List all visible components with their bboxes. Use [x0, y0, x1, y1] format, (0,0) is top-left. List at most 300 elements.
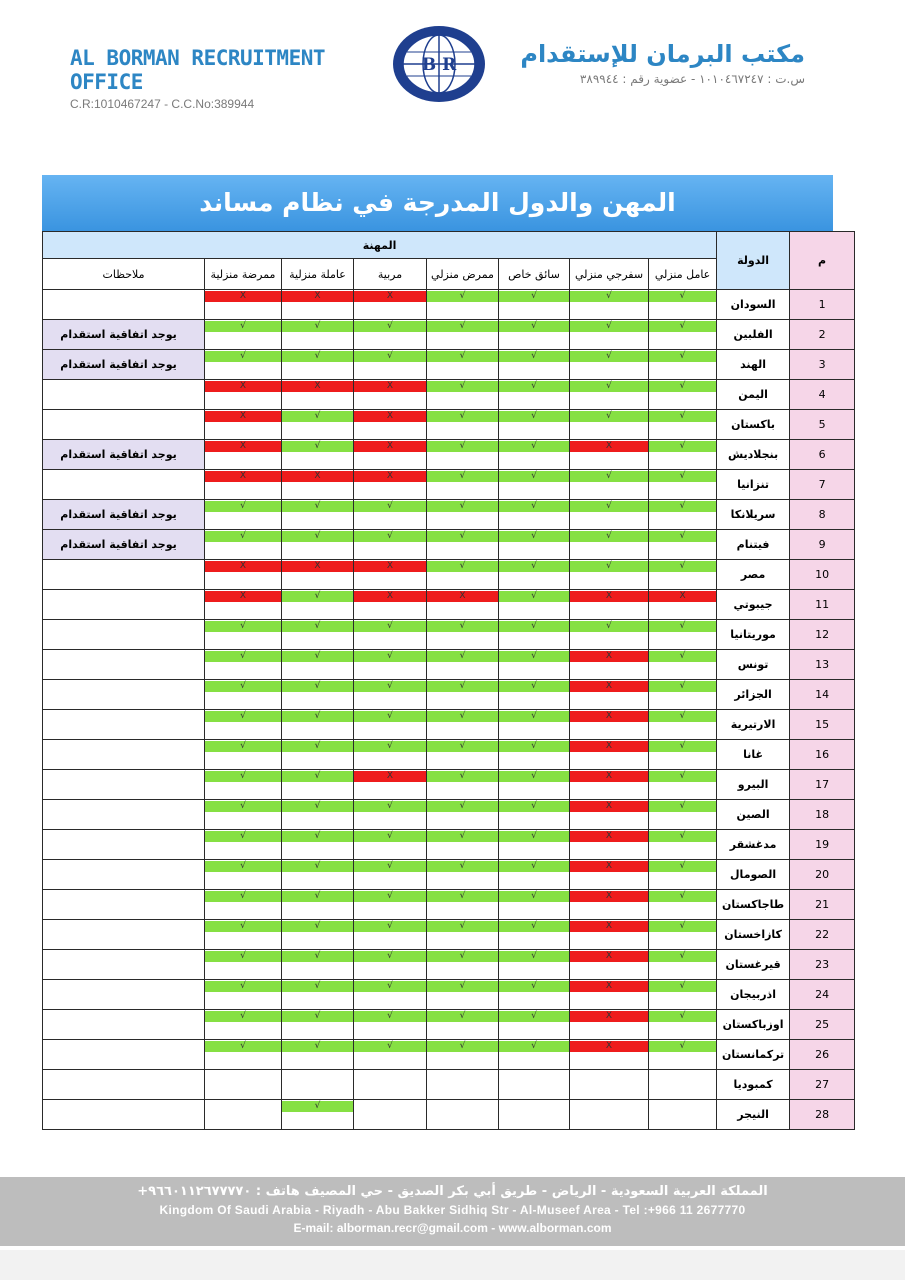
row-number: 9 — [790, 530, 855, 560]
country-name: الارتيرية — [717, 710, 790, 740]
status-cell — [427, 470, 499, 500]
status-cell — [354, 530, 427, 560]
check-mark: √ — [649, 531, 716, 542]
status-cell — [205, 1040, 282, 1070]
table-row — [43, 290, 855, 320]
check-mark: √ — [427, 351, 498, 362]
check-mark: √ — [427, 801, 498, 812]
check-mark: √ — [205, 501, 281, 512]
status-cell — [499, 350, 570, 380]
country-name: اليمن — [717, 380, 790, 410]
row-number: 21 — [790, 890, 855, 920]
status-cell — [499, 1040, 570, 1070]
row-number: 7 — [790, 470, 855, 500]
note-cell — [43, 1010, 205, 1040]
status-cell — [499, 710, 570, 740]
cross-mark: X — [570, 801, 648, 812]
check-mark: √ — [570, 471, 648, 482]
check-mark: √ — [205, 711, 281, 722]
check-mark: √ — [649, 771, 716, 782]
check-mark: √ — [649, 861, 716, 872]
row-number: 3 — [790, 350, 855, 380]
check-mark: √ — [499, 591, 569, 602]
row-number: 23 — [790, 950, 855, 980]
occupations-table — [42, 231, 855, 1130]
note-cell: يوجد اتفاقية استقدام — [43, 320, 205, 350]
check-mark: √ — [354, 681, 426, 692]
check-mark: √ — [282, 711, 353, 722]
check-mark: √ — [354, 1041, 426, 1052]
status-cell — [282, 410, 354, 440]
table-row — [43, 980, 855, 1010]
status-cell — [499, 530, 570, 560]
status-cell — [570, 620, 649, 650]
check-mark: √ — [427, 561, 498, 572]
status-cell — [649, 380, 717, 410]
check-mark: √ — [205, 861, 281, 872]
status-cell — [282, 710, 354, 740]
status-cell — [205, 620, 282, 650]
check-mark: √ — [282, 531, 353, 542]
note-cell — [43, 830, 205, 860]
table-row — [43, 1100, 855, 1130]
note-cell — [43, 560, 205, 590]
country-name: باكستان — [717, 410, 790, 440]
note-cell — [43, 620, 205, 650]
cross-mark: X — [570, 921, 648, 932]
status-cell — [354, 560, 427, 590]
status-cell — [354, 800, 427, 830]
status-cell — [427, 860, 499, 890]
status-cell — [649, 740, 717, 770]
status-cell — [570, 710, 649, 740]
status-cell — [354, 770, 427, 800]
check-mark: √ — [354, 351, 426, 362]
row-number: 17 — [790, 770, 855, 800]
check-mark: √ — [499, 951, 569, 962]
row-number: 11 — [790, 590, 855, 620]
status-cell — [570, 800, 649, 830]
status-cell — [354, 320, 427, 350]
note-cell — [43, 410, 205, 440]
status-cell — [570, 470, 649, 500]
status-cell — [570, 290, 649, 320]
check-mark: √ — [282, 1101, 353, 1112]
cross-mark: X — [205, 591, 281, 602]
row-number: 10 — [790, 560, 855, 590]
empty-mark — [649, 1101, 716, 1112]
status-cell — [205, 860, 282, 890]
status-cell — [427, 920, 499, 950]
status-cell — [282, 770, 354, 800]
check-mark: √ — [282, 621, 353, 632]
check-mark: √ — [354, 621, 426, 632]
check-mark: √ — [649, 951, 716, 962]
occupation-header: المهنة — [43, 232, 717, 259]
status-cell — [205, 1100, 282, 1130]
status-cell — [354, 440, 427, 470]
status-cell — [354, 1010, 427, 1040]
status-cell — [649, 590, 717, 620]
status-cell — [427, 890, 499, 920]
status-cell — [205, 980, 282, 1010]
number-header: م — [790, 232, 855, 290]
check-mark: √ — [649, 501, 716, 512]
status-cell — [499, 590, 570, 620]
status-cell — [354, 500, 427, 530]
cross-mark: X — [354, 381, 426, 392]
check-mark: √ — [205, 1011, 281, 1022]
check-mark: √ — [649, 801, 716, 812]
status-cell — [427, 590, 499, 620]
country-name: غانا — [717, 740, 790, 770]
status-cell — [282, 530, 354, 560]
check-mark: √ — [649, 921, 716, 932]
cross-mark: X — [570, 981, 648, 992]
row-number: 13 — [790, 650, 855, 680]
status-cell — [427, 1070, 499, 1100]
check-mark: √ — [427, 741, 498, 752]
status-cell — [354, 860, 427, 890]
check-mark: √ — [427, 951, 498, 962]
status-cell — [499, 650, 570, 680]
status-cell — [649, 320, 717, 350]
check-mark: √ — [649, 351, 716, 362]
check-mark: √ — [205, 981, 281, 992]
country-name: مدغشقر — [717, 830, 790, 860]
check-mark: √ — [427, 1041, 498, 1052]
check-mark: √ — [427, 441, 498, 452]
row-number: 5 — [790, 410, 855, 440]
status-cell — [649, 1070, 717, 1100]
check-mark: √ — [427, 771, 498, 782]
check-mark: √ — [427, 831, 498, 842]
status-cell — [649, 620, 717, 650]
country-name: البيرو — [717, 770, 790, 800]
status-cell — [282, 590, 354, 620]
footer — [0, 1177, 905, 1246]
status-cell — [427, 380, 499, 410]
check-mark: √ — [205, 1041, 281, 1052]
check-mark: √ — [205, 681, 281, 692]
cross-mark: X — [205, 441, 281, 452]
country-name: مصر — [717, 560, 790, 590]
status-cell — [570, 590, 649, 620]
table-row — [43, 320, 855, 350]
status-cell — [282, 1040, 354, 1070]
country-name: فيتنام — [717, 530, 790, 560]
table-row — [43, 1040, 855, 1070]
status-cell — [570, 680, 649, 710]
status-cell — [354, 290, 427, 320]
status-cell — [282, 290, 354, 320]
table-row — [43, 380, 855, 410]
status-cell — [282, 320, 354, 350]
cross-mark: X — [282, 291, 353, 302]
status-cell — [354, 380, 427, 410]
check-mark: √ — [427, 471, 498, 482]
country-name: تونس — [717, 650, 790, 680]
status-cell — [649, 470, 717, 500]
check-mark: √ — [427, 411, 498, 422]
status-cell — [427, 530, 499, 560]
status-cell — [282, 650, 354, 680]
status-cell — [649, 770, 717, 800]
status-cell — [570, 830, 649, 860]
status-cell — [205, 650, 282, 680]
status-cell — [499, 500, 570, 530]
status-cell — [427, 770, 499, 800]
english-header — [70, 46, 370, 111]
status-cell — [570, 500, 649, 530]
row-number: 18 — [790, 800, 855, 830]
row-number: 28 — [790, 1100, 855, 1130]
row-number: 22 — [790, 920, 855, 950]
check-mark: √ — [205, 531, 281, 542]
column-header: عاملة منزلية — [282, 259, 354, 290]
status-cell — [205, 350, 282, 380]
cross-mark: X — [205, 411, 281, 422]
cross-mark: X — [570, 651, 648, 662]
note-cell — [43, 770, 205, 800]
status-cell — [205, 950, 282, 980]
status-cell — [354, 1040, 427, 1070]
check-mark: √ — [499, 891, 569, 902]
check-mark: √ — [354, 921, 426, 932]
check-mark: √ — [499, 801, 569, 812]
status-cell — [354, 740, 427, 770]
check-mark: √ — [570, 621, 648, 632]
status-cell — [570, 890, 649, 920]
status-cell — [649, 980, 717, 1010]
status-cell — [649, 830, 717, 860]
cross-mark: X — [354, 591, 426, 602]
check-mark: √ — [570, 561, 648, 572]
empty-mark — [570, 1101, 648, 1112]
cross-mark: X — [354, 471, 426, 482]
status-cell — [649, 650, 717, 680]
status-cell — [205, 500, 282, 530]
check-mark: √ — [427, 711, 498, 722]
cross-mark: X — [282, 381, 353, 392]
status-cell — [499, 800, 570, 830]
status-cell — [205, 410, 282, 440]
status-cell — [205, 710, 282, 740]
check-mark: √ — [354, 801, 426, 812]
status-cell — [570, 530, 649, 560]
arabic-header — [505, 40, 805, 86]
column-header: ممرض منزلي — [427, 259, 499, 290]
check-mark: √ — [282, 501, 353, 512]
check-mark: √ — [282, 831, 353, 842]
check-mark: √ — [649, 711, 716, 722]
check-mark: √ — [205, 831, 281, 842]
note-cell: يوجد اتفاقية استقدام — [43, 500, 205, 530]
status-cell — [205, 470, 282, 500]
country-name: تركمانستان — [717, 1040, 790, 1070]
status-cell — [570, 920, 649, 950]
status-cell — [354, 1070, 427, 1100]
table-row — [43, 1070, 855, 1100]
note-cell — [43, 800, 205, 830]
status-cell — [205, 890, 282, 920]
cross-mark: X — [570, 771, 648, 782]
note-cell: يوجد اتفاقية استقدام — [43, 440, 205, 470]
check-mark: √ — [499, 321, 569, 332]
status-cell — [205, 770, 282, 800]
status-cell — [427, 680, 499, 710]
status-cell — [499, 950, 570, 980]
status-cell — [649, 800, 717, 830]
status-cell — [499, 290, 570, 320]
check-mark: √ — [570, 321, 648, 332]
status-cell — [649, 890, 717, 920]
status-cell — [570, 770, 649, 800]
table-row — [43, 800, 855, 830]
status-cell — [282, 620, 354, 650]
status-cell — [282, 1010, 354, 1040]
country-name: جيبوتي — [717, 590, 790, 620]
check-mark: √ — [499, 921, 569, 932]
arabic-title: مكتب البرمان للإستقدام — [520, 40, 805, 68]
note-cell: يوجد اتفاقية استقدام — [43, 530, 205, 560]
status-cell — [354, 590, 427, 620]
english-registration: C.R:1010467247 - C.C.No:389944 — [70, 97, 255, 111]
check-mark: √ — [499, 411, 569, 422]
country-name: موريتانيا — [717, 620, 790, 650]
cross-mark: X — [570, 1011, 648, 1022]
status-cell — [427, 560, 499, 590]
page-title: المهن والدول المدرجة في نظام مساند — [42, 175, 833, 231]
empty-mark — [354, 1101, 426, 1112]
status-cell — [570, 1040, 649, 1070]
status-cell — [499, 320, 570, 350]
check-mark: √ — [282, 891, 353, 902]
cross-mark: X — [570, 951, 648, 962]
check-mark: √ — [499, 1041, 569, 1052]
status-cell — [282, 1100, 354, 1130]
check-mark: √ — [570, 291, 648, 302]
cross-mark: X — [570, 441, 648, 452]
cross-mark: X — [205, 291, 281, 302]
check-mark: √ — [649, 291, 716, 302]
status-cell — [570, 410, 649, 440]
cross-mark: X — [570, 711, 648, 722]
note-cell — [43, 590, 205, 620]
status-cell — [354, 350, 427, 380]
status-cell — [427, 320, 499, 350]
status-cell — [282, 800, 354, 830]
status-cell — [570, 440, 649, 470]
table-row — [43, 350, 855, 380]
table-row — [43, 410, 855, 440]
check-mark: √ — [499, 651, 569, 662]
status-cell — [427, 410, 499, 440]
check-mark: √ — [282, 981, 353, 992]
check-mark: √ — [649, 891, 716, 902]
status-cell — [649, 920, 717, 950]
table-row — [43, 680, 855, 710]
check-mark: √ — [499, 981, 569, 992]
empty-mark — [649, 1071, 716, 1082]
status-cell — [427, 800, 499, 830]
check-mark: √ — [282, 921, 353, 932]
table-row — [43, 530, 855, 560]
status-cell — [282, 350, 354, 380]
row-number: 16 — [790, 740, 855, 770]
check-mark: √ — [499, 561, 569, 572]
cross-mark: X — [570, 681, 648, 692]
status-cell — [499, 470, 570, 500]
status-cell — [354, 830, 427, 860]
check-mark: √ — [649, 621, 716, 632]
country-name: كمبوديا — [717, 1070, 790, 1100]
table-row — [43, 650, 855, 680]
check-mark: √ — [427, 681, 498, 692]
english-title: AL BORMAN RECRUITMENT OFFICE — [70, 46, 326, 94]
check-mark: √ — [282, 771, 353, 782]
country-name: الصومال — [717, 860, 790, 890]
status-cell — [282, 380, 354, 410]
check-mark: √ — [205, 801, 281, 812]
status-cell — [205, 560, 282, 590]
status-cell — [354, 980, 427, 1010]
check-mark: √ — [570, 531, 648, 542]
status-cell — [570, 860, 649, 890]
cross-mark: X — [570, 591, 648, 602]
check-mark: √ — [427, 381, 498, 392]
check-mark: √ — [649, 981, 716, 992]
status-cell — [570, 1100, 649, 1130]
status-cell — [354, 710, 427, 740]
check-mark: √ — [499, 471, 569, 482]
status-cell — [499, 1100, 570, 1130]
status-cell — [649, 1100, 717, 1130]
check-mark: √ — [427, 501, 498, 512]
table-row — [43, 620, 855, 650]
check-mark: √ — [282, 861, 353, 872]
status-cell — [205, 740, 282, 770]
status-cell — [205, 680, 282, 710]
note-cell — [43, 650, 205, 680]
check-mark: √ — [282, 321, 353, 332]
status-cell — [649, 500, 717, 530]
row-number: 1 — [790, 290, 855, 320]
check-mark: √ — [282, 411, 353, 422]
note-cell — [43, 980, 205, 1010]
status-cell — [649, 950, 717, 980]
bottom-strip — [0, 1250, 905, 1280]
status-cell — [205, 440, 282, 470]
check-mark: √ — [205, 621, 281, 632]
status-cell — [570, 560, 649, 590]
status-cell — [649, 1040, 717, 1070]
status-cell — [354, 920, 427, 950]
check-mark: √ — [649, 441, 716, 452]
empty-mark — [499, 1101, 569, 1112]
table-row — [43, 950, 855, 980]
cross-mark: X — [282, 471, 353, 482]
country-name: اوزباكستان — [717, 1010, 790, 1040]
status-cell — [205, 290, 282, 320]
check-mark: √ — [499, 621, 569, 632]
check-mark: √ — [205, 321, 281, 332]
footer-arabic-address: المملكة العربية السعودية - الرياض - طريق أبي بكر الصديق - حي المصيف هاتف : ٩٦٦٠١١٢٦٧٧٧٧٠+ — [137, 1184, 768, 1199]
table-row — [43, 740, 855, 770]
status-cell — [499, 1010, 570, 1040]
table-row — [43, 860, 855, 890]
status-cell — [282, 860, 354, 890]
